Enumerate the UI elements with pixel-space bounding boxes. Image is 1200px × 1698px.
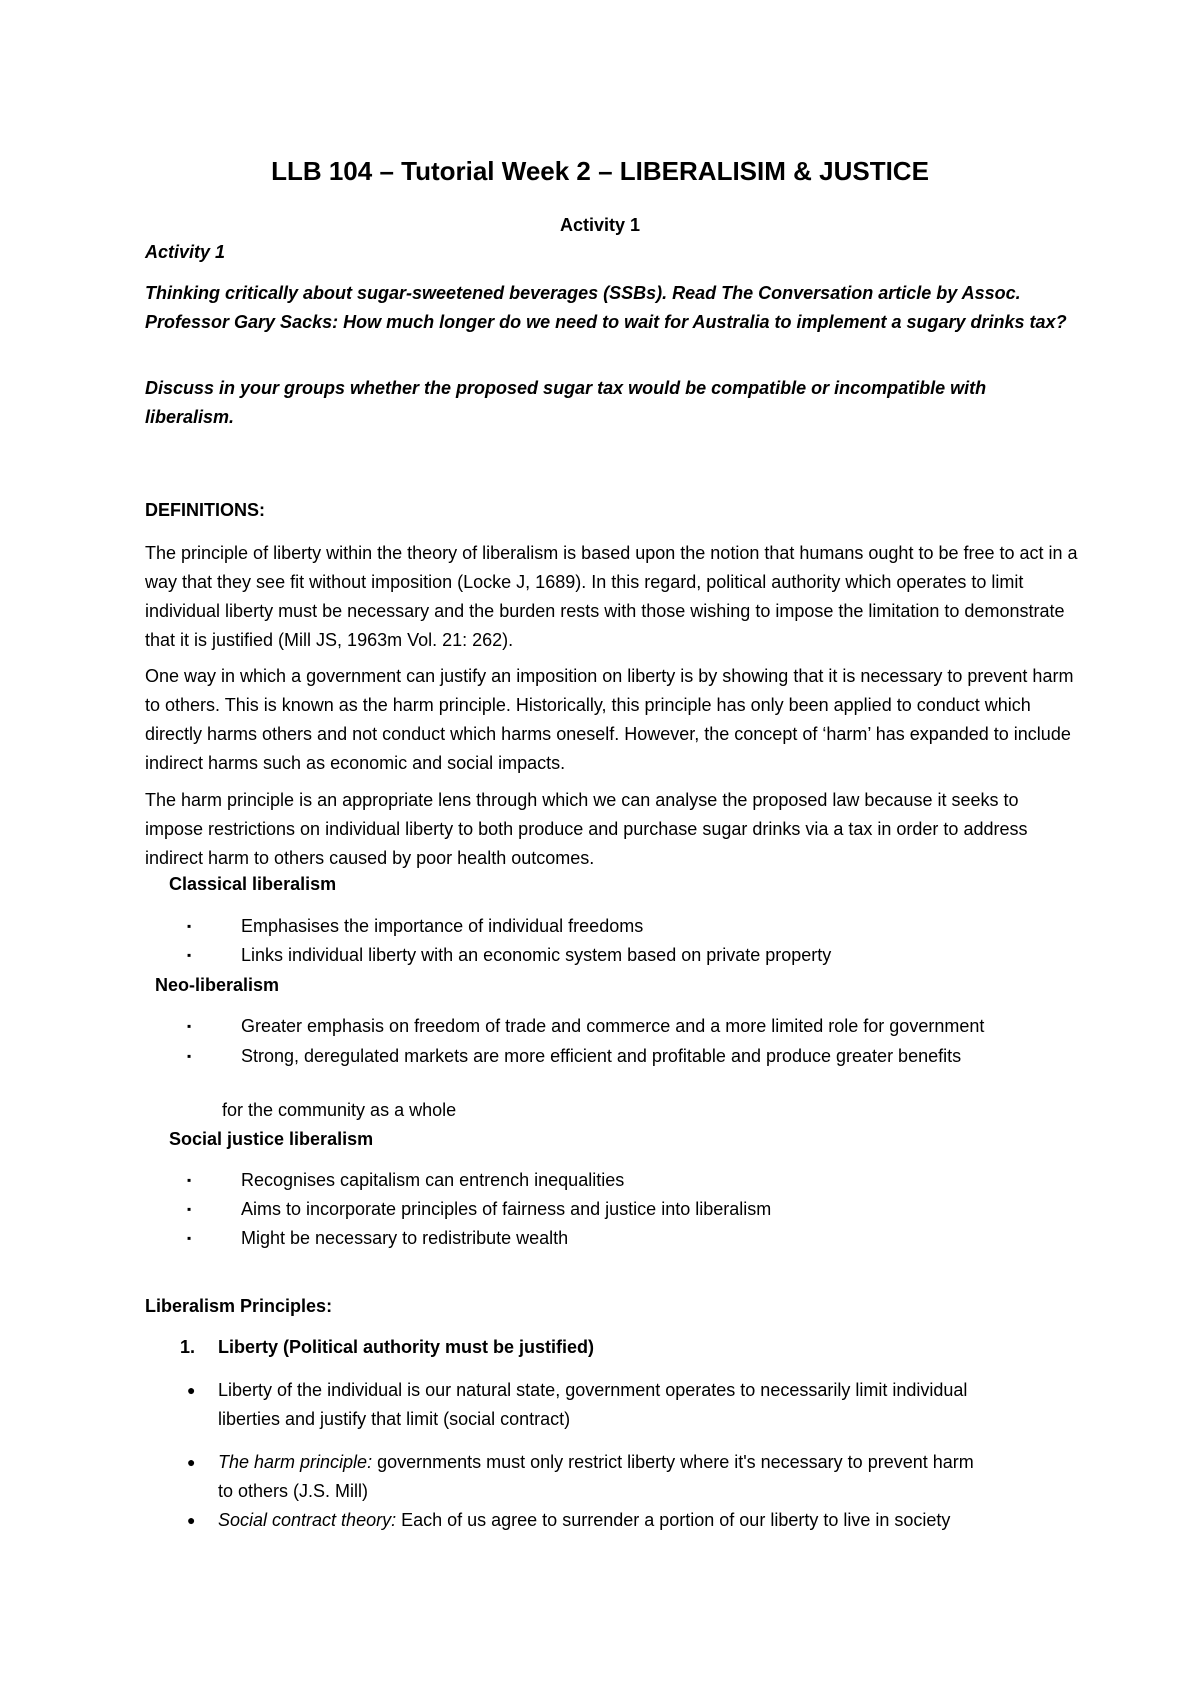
list-item: ▪ Recognises capitalism can entrench inequalities bbox=[145, 1166, 1080, 1195]
neo-liberalism-list bbox=[145, 1013, 1080, 1069]
social-justice-liberalism-list bbox=[145, 1166, 1080, 1253]
square-bullet-icon: ▪ bbox=[187, 1049, 192, 1063]
bullet-dot-icon: ● bbox=[187, 1382, 196, 1398]
principle-1: 1. Liberty (Political authority must be justified) bbox=[145, 1333, 1080, 1362]
classical-liberalism-heading: Classical liberalism bbox=[169, 874, 337, 894]
square-bullet-icon: ▪ bbox=[187, 1173, 192, 1187]
square-bullet-icon: ▪ bbox=[187, 919, 192, 933]
activity-prompt-2: Discuss in your groups whether the proposed sugar tax would be compatible or incompatible with liberalism. bbox=[145, 378, 987, 427]
bullet-lead: Social contract theory: bbox=[218, 1510, 397, 1530]
bullet-dot-icon: ● bbox=[187, 1454, 196, 1470]
list-item: ● Liberty of the individual is our natural state, government operates to necessarily limit individual liberties and justify that limit (social contract) bbox=[145, 1376, 990, 1434]
principles-heading: Liberalism Principles: bbox=[145, 1296, 333, 1316]
title-text: – Tutorial Week 2 – LIBERALISIM & JUSTICE bbox=[372, 156, 929, 186]
bullet-dot-icon: ● bbox=[187, 1512, 196, 1528]
social-justice-liberalism-heading: Social justice liberalism bbox=[169, 1129, 374, 1149]
list-item: ● Social contract theory: Each of us agree to surrender a portion of our liberty to live in society bbox=[145, 1506, 990, 1535]
list-item: ▪ Might be necessary to redistribute wealth bbox=[145, 1224, 1080, 1253]
definitions-heading: DEFINITIONS: bbox=[145, 500, 265, 520]
definitions-paragraph-2: One way in which a government can justify an imposition on liberty is by showing that it is necessary to prevent harm to others. This is known as the harm principle. Historically, this principle has only been applied to conduct which directly harms others and not conduct which harms oneself. However, the concept of ‘harm’ has expanded to include indirect harms such as economic and social impacts. bbox=[145, 666, 1074, 773]
list-item: ▪ Emphasises the importance of individual freedoms bbox=[145, 912, 1080, 941]
square-bullet-icon: ▪ bbox=[187, 1202, 192, 1216]
definitions-paragraph-1: The principle of liberty within the theory of liberalism is based upon the notion that humans ought to be free to act in a way that they see fit without imposition (Locke J, 1689). In this regard, political authority which operates to limit individual liberty must be necessary and the burden rests with those wishing to impose the limitation to demonstrate that it is justified (Mill JS, 1963m Vol. 21: 262). bbox=[145, 543, 1078, 650]
activity-prompt-1: Thinking critically about sugar-sweetened beverages (SSBs). Read The Conversation article by Assoc. Professor Gary Sacks: How much longer do we need to wait for Australia to implement a sugary drinks tax? bbox=[145, 283, 1067, 332]
course-code: LLB 104 bbox=[271, 156, 373, 186]
list-item: ▪ Aims to incorporate principles of fairness and justice into liberalism bbox=[145, 1195, 1080, 1224]
square-bullet-icon: ▪ bbox=[187, 948, 192, 962]
square-bullet-icon: ▪ bbox=[187, 1231, 192, 1245]
page-subtitle: Activity 1 bbox=[559, 215, 641, 235]
list-item: ● The harm principle: governments must only restrict liberty where it's necessary to prevent harm to others (J.S. Mill) bbox=[145, 1448, 990, 1506]
bullet-lead: The harm principle: bbox=[218, 1452, 373, 1472]
neo-liberalism-continuation: for the community as a whole bbox=[222, 1100, 457, 1120]
list-number: 1. bbox=[180, 1337, 196, 1357]
list-item: ▪ Strong, deregulated markets are more efficient and profitable and produce greater benefits bbox=[145, 1043, 1080, 1069]
list-item: ▪ Greater emphasis on freedom of trade and commerce and a more limited role for government bbox=[145, 1013, 1080, 1039]
classical-liberalism-list bbox=[145, 912, 1080, 970]
square-bullet-icon: ▪ bbox=[187, 1019, 192, 1033]
definitions-paragraph-3: The harm principle is an appropriate lens through which we can analyse the proposed law because it seeks to impose restrictions on individual liberty to both produce and purchase sugar drinks via a tax in order to address indirect harm to others caused by poor health outcomes. bbox=[145, 790, 1028, 868]
list-item: ▪ Links individual liberty with an economic system based on private property bbox=[145, 941, 1080, 970]
neo-liberalism-heading: Neo-liberalism bbox=[155, 975, 280, 995]
page-title bbox=[0, 153, 1200, 189]
principles-bullets bbox=[145, 1376, 1080, 1535]
activity-label: Activity 1 bbox=[145, 242, 226, 262]
